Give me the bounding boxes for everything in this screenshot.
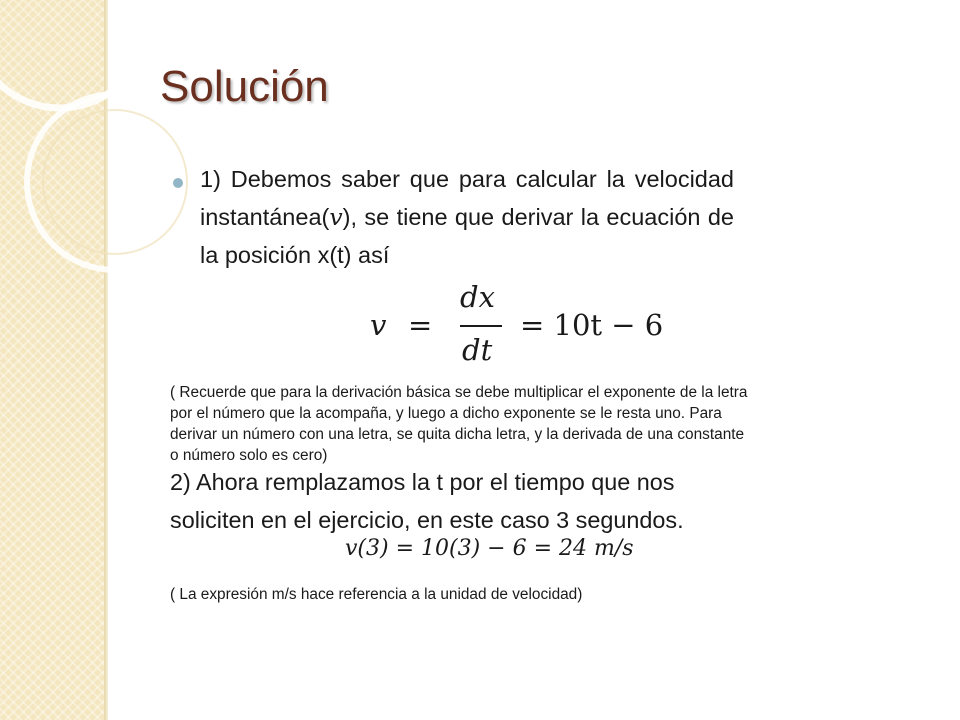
eq1-equals: =	[408, 308, 433, 342]
slide-title: Solución	[160, 62, 329, 111]
eq2-units: m/s	[594, 536, 634, 561]
units-note: ( La expresión m/s hace referencia a la unidad de velocidad)	[170, 586, 583, 603]
velocity-symbol: v	[329, 203, 343, 231]
para1-text-a: 1) Debemos saber que para calcular la velocidad instantánea(	[200, 166, 734, 230]
step-2-paragraph: 2) Ahora remplazamos la t por el tiempo que nos soliciten en el ejercicio, en este caso 3 segundos.	[170, 469, 684, 533]
eq1-numerator: dx	[460, 280, 495, 314]
eq1-denominator: dt	[462, 333, 493, 367]
eq1-rhs: = 10t − 6	[520, 308, 664, 342]
eq2-expression: v(3) = 10(3) − 6 = 24	[345, 536, 594, 561]
decorative-circles	[0, 0, 220, 300]
derivation-note: ( Recuerde que para la derivación básica se debe multiplicar el exponente de la letra por el número que la acompaña, y luego a dicho exponente se le resta uno. Para derivar un número con una letra, se quita dicha letra, y la derivada de una constante o número solo es cero)	[170, 384, 748, 464]
derivative-equation	[370, 278, 710, 374]
bullet-dot	[173, 178, 183, 188]
para1-text-b: ), se tiene que derivar la ecuación de la posición x(t) así	[200, 204, 734, 268]
fraction-bar	[460, 325, 502, 327]
bullet-paragraph-1	[200, 160, 734, 274]
velocity-evaluation-equation	[345, 536, 634, 561]
eq1-lhs: v	[370, 308, 387, 342]
